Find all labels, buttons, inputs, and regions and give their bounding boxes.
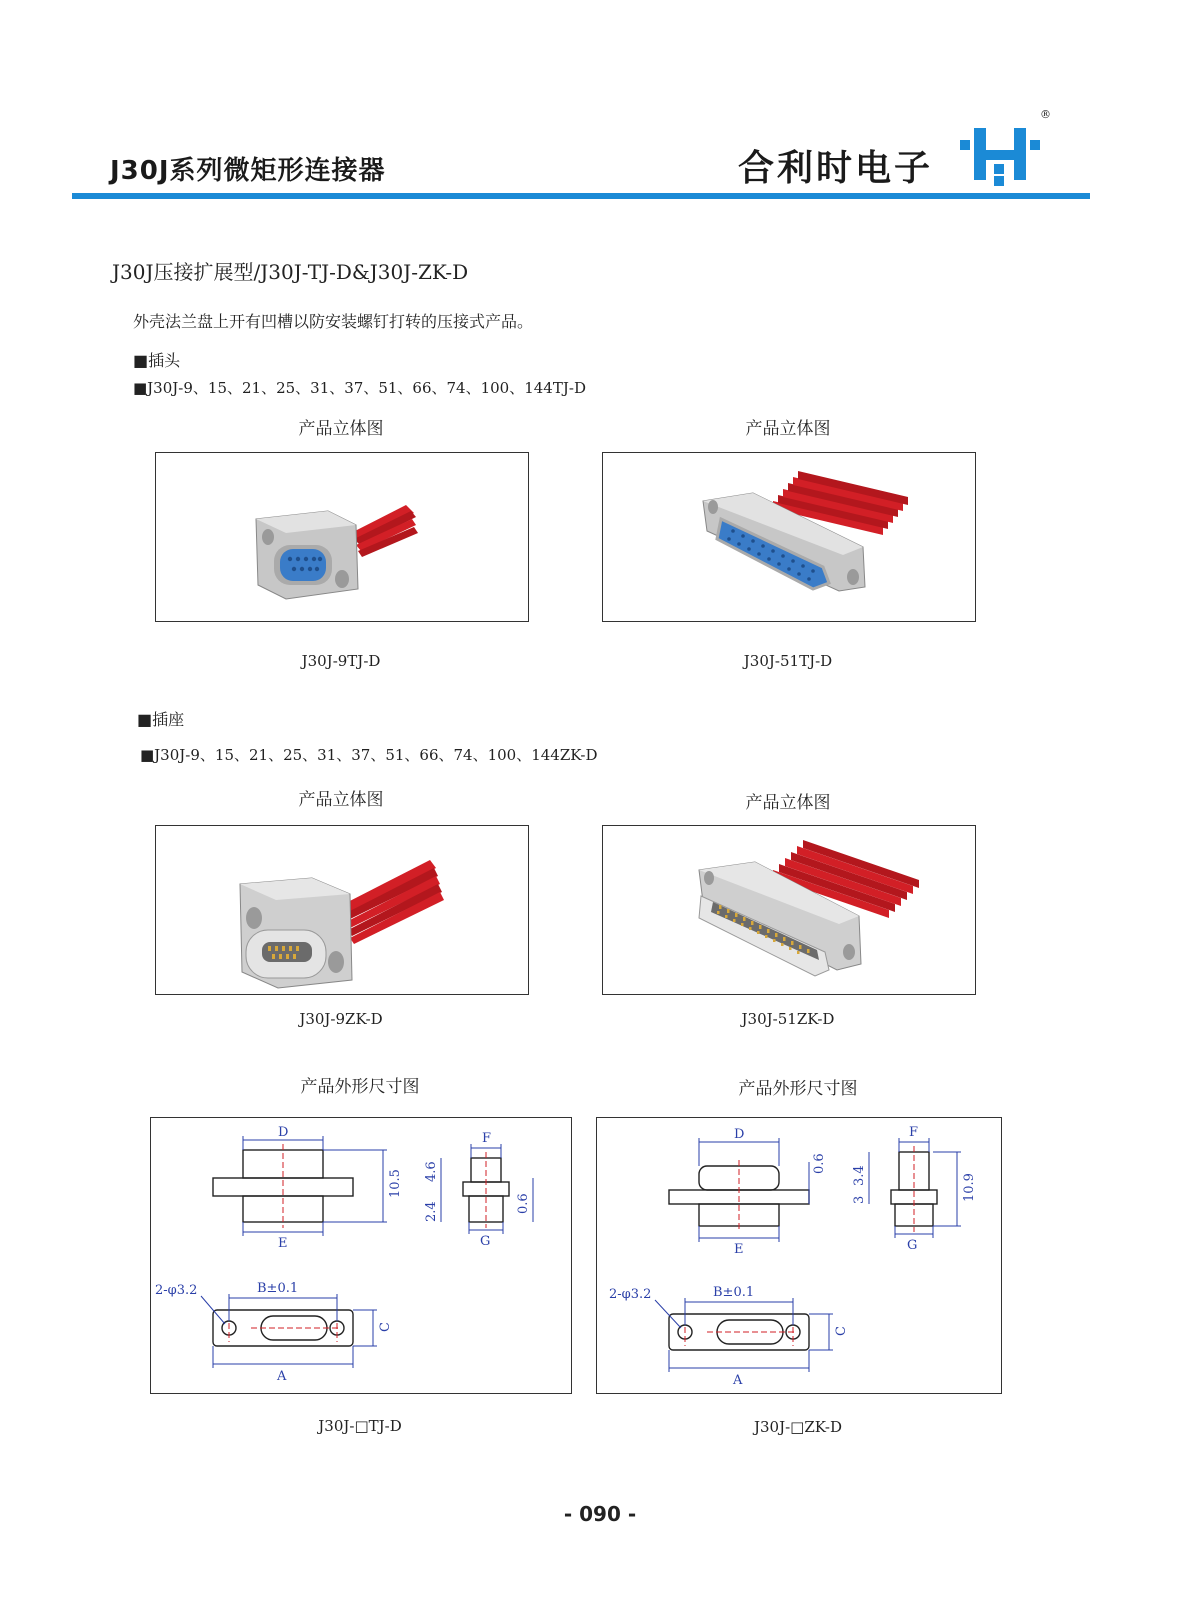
tj-a-label: A xyxy=(277,1369,287,1384)
zk-h4-label: 0.6 xyxy=(812,1153,827,1174)
plug-right-model: J30J-51TJ-D xyxy=(743,652,833,670)
plug-51-connector-icon xyxy=(603,453,975,621)
tj-h3-label: 2.4 xyxy=(424,1201,439,1222)
tj-f-label: F xyxy=(482,1131,492,1146)
page-number: - 090 - xyxy=(563,1502,637,1526)
socket-right-model: J30J-51ZK-D xyxy=(741,1010,835,1028)
plug-right-caption: 产品立体图 xyxy=(745,419,831,439)
tj-g-label: G xyxy=(480,1234,491,1249)
zk-hole-label: 2-φ3.2 xyxy=(609,1287,652,1302)
zk-a-label: A xyxy=(733,1373,743,1388)
socket-right-caption: 产品立体图 xyxy=(745,793,831,813)
socket-9-image xyxy=(155,825,529,995)
socket-9-connector-icon xyxy=(156,826,528,994)
tj-b-label: B±0.1 xyxy=(257,1281,299,1296)
socket-models: ■J30J-9、15、21、25、31、37、51、66、74、100、144ZK-D xyxy=(140,746,598,764)
plug-heading: ■插头 xyxy=(133,351,181,370)
zk-c-label: C xyxy=(834,1326,849,1336)
tj-h2-label: 4.6 xyxy=(424,1161,439,1182)
socket-51-connector-icon xyxy=(603,826,975,994)
dim-right-caption: 产品外形尺寸图 xyxy=(738,1079,858,1099)
zk-g-label: G xyxy=(907,1238,918,1253)
tj-dimension-drawing xyxy=(151,1118,571,1393)
dim-left-caption: 产品外形尺寸图 xyxy=(300,1077,420,1097)
socket-left-model: J30J-9ZK-D xyxy=(299,1010,383,1028)
plug-9-image xyxy=(155,452,529,622)
brand-logo-icon xyxy=(960,120,1060,190)
zk-d-label: D xyxy=(734,1127,745,1142)
dim-right-model: J30J-□ZK-D xyxy=(754,1418,842,1436)
socket-left-caption: 产品立体图 xyxy=(298,790,384,810)
zk-h3-label: 3 xyxy=(852,1195,867,1204)
plug-left-model: J30J-9TJ-D xyxy=(301,652,381,670)
registered-mark: ® xyxy=(1040,108,1051,121)
dim-left-drawing xyxy=(150,1117,572,1394)
section-description: 外壳法兰盘上开有凹槽以防安装螺钉打转的压接式产品。 xyxy=(133,312,534,331)
zk-f-label: F xyxy=(909,1125,919,1140)
zk-h1-label: 10.9 xyxy=(962,1173,977,1202)
tj-hole-label: 2-φ3.2 xyxy=(155,1283,198,1298)
tj-d-label: D xyxy=(278,1125,289,1140)
zk-h2-label: 3.4 xyxy=(852,1165,867,1186)
tj-h4-label: 0.6 xyxy=(516,1193,531,1214)
tj-h1-label: 10.5 xyxy=(388,1169,403,1198)
socket-51-image xyxy=(602,825,976,995)
zk-e-label: E xyxy=(734,1242,744,1257)
plug-9-connector-icon xyxy=(156,453,528,621)
tj-e-label: E xyxy=(278,1236,288,1251)
zk-b-label: B±0.1 xyxy=(713,1285,755,1300)
tj-c-label: C xyxy=(378,1322,393,1332)
header-rule xyxy=(72,193,1090,199)
plug-left-caption: 产品立体图 xyxy=(298,419,384,439)
socket-heading: ■插座 xyxy=(137,710,185,729)
plug-51-image xyxy=(602,452,976,622)
brand-name: 合利时电子 xyxy=(738,148,934,189)
series-title: J30J系列微矩形连接器 xyxy=(110,156,386,186)
dim-left-model: J30J-□TJ-D xyxy=(318,1417,402,1435)
plug-models: ■J30J-9、15、21、25、31、37、51、66、74、100、144TJ-D xyxy=(133,379,586,397)
dim-right-drawing xyxy=(596,1117,1002,1394)
zk-dimension-drawing xyxy=(597,1118,1001,1393)
section-title: J30J压接扩展型/J30J-TJ-D&J30J-ZK-D xyxy=(112,260,469,284)
